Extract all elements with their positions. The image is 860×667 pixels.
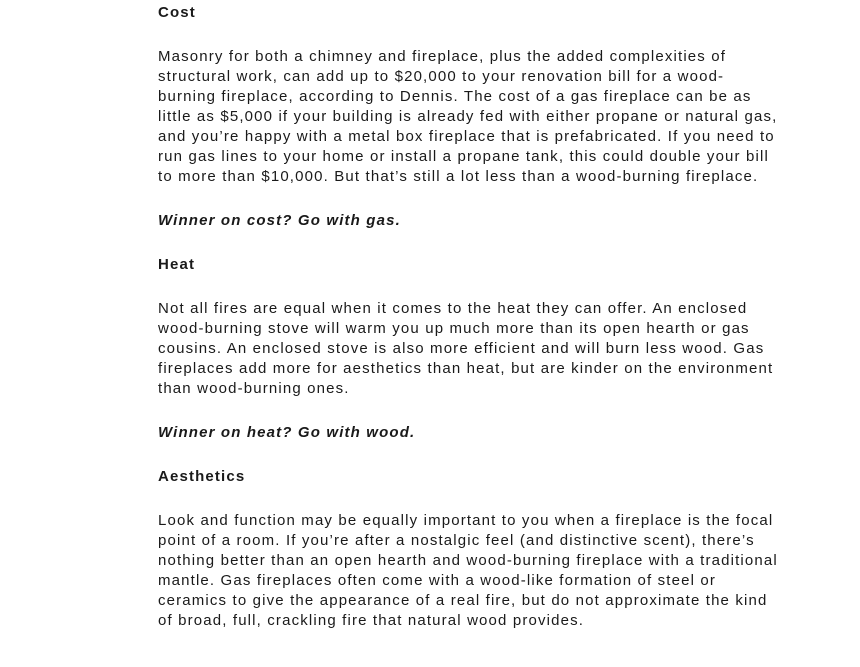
section-body-heat: Not all fires are equal when it comes to the heat they can offer. An enclosed wood-burning stove will warm you up much more than its open hearth or gas cousins. An enclosed stove is also more efficient and will burn less wood. Gas fireplaces add more for aesthetics than heat, but are kinder on the environment than wood-burning ones. [158,300,774,397]
section-body-aesthetics: Look and function may be equally important to you when a fireplace is the focal point of a room. If you’re after a nostalgic feel (and distinctive scent), there’s nothing better than an open hearth and wood-burning fireplace with a traditional mantle. Gas fireplaces often come with a wood-like formation of steel or ceramics to give the appearance of a real fire, but do not approximate the kind of broad, full, crackling fire that natural wood provides. [158,512,778,629]
section-body-cost: Masonry for both a chimney and fireplace, plus the added complexities of structural work, can add up to $20,000 to your renovation bill for a wood-burning fireplace, according to Dennis. The cost of a gas fireplace can be as little as $5,000 if your building is already fed with either propane or natural gas, and you’re happy with a metal box fireplace that is prefabricated. If you need to run gas lines to your home or install a propane tank, this could double your bill to more than $10,000. But that’s still a lot less than a wood-burning fireplace. [158,48,778,185]
section-heading-aesthetics: Aesthetics [158,468,246,485]
section-verdict-cost: Winner on cost? Go with gas. [158,212,401,229]
section-heading-cost: Cost [158,4,196,21]
section-verdict-heat: Winner on heat? Go with wood. [158,424,416,441]
article-body [158,3,778,655]
section-heading-heat: Heat [158,256,196,273]
